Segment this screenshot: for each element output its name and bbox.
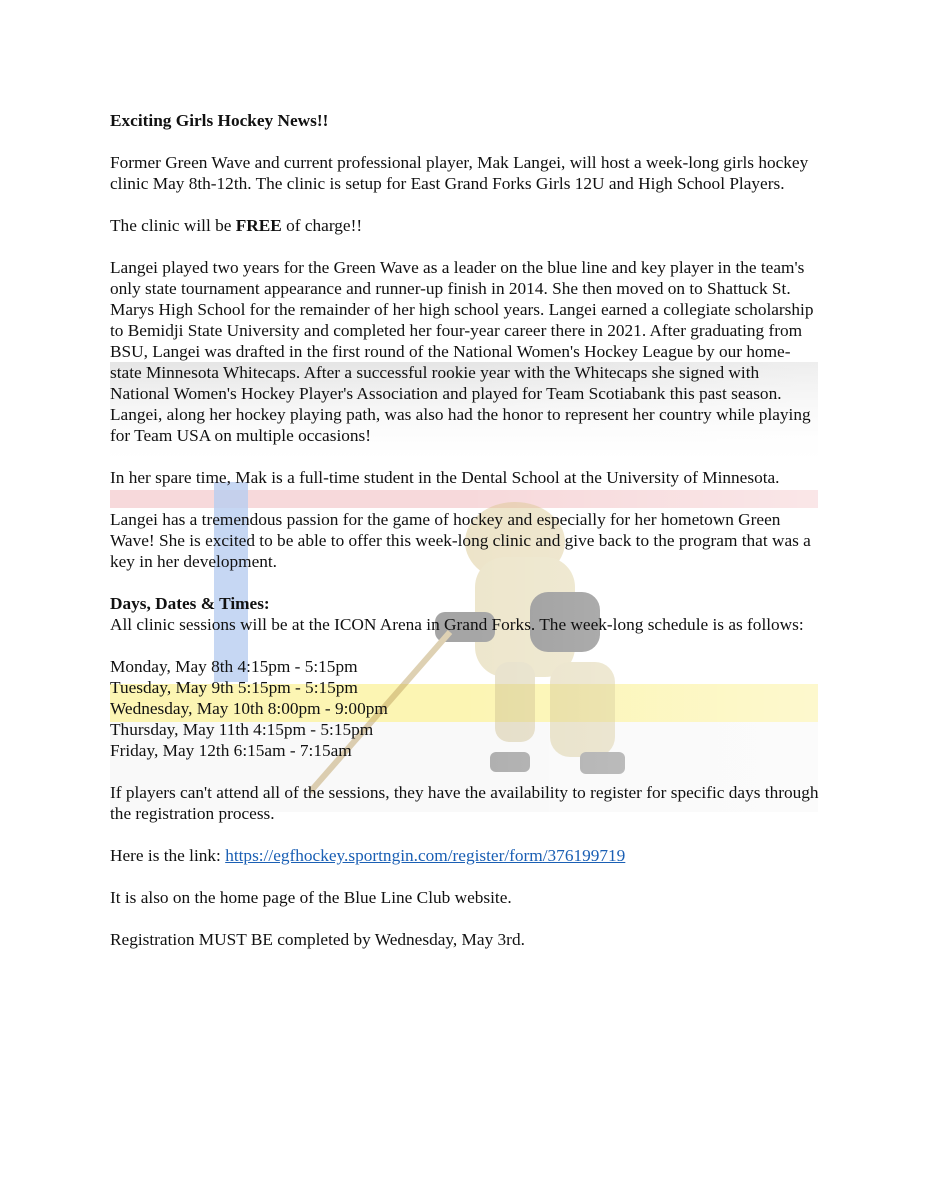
intro-paragraph: Former Green Wave and current professional player, Mak Langei, will host a week-long girls hockey clinic May 8th-12th. The clinic is setup for East Grand Forks Girls 12U and High School Players. [110,153,809,193]
schedule-item: Friday, May 12th 6:15am - 7:15am [110,741,352,760]
free-text-post: of charge!! [281,216,363,235]
link-paragraph [110,845,822,866]
spare-time-paragraph: In her spare time, Mak is a full-time student in the Dental School at the University of Minnesota. [110,468,780,487]
registration-link[interactable]: https://egfhockey.sportngin.com/register/form/376199719 [225,846,626,865]
schedule-item: Monday, May 8th 4:15pm - 5:15pm [110,657,358,676]
schedule-intro: All clinic sessions will be at the ICON Arena in Grand Forks. The week-long schedule is as follows: [110,615,804,634]
availability-paragraph: If players can't attend all of the sessions, they have the availability to register for specific days through the registration process. [110,783,819,823]
free-text-pre: The clinic will be [110,216,236,235]
schedule-list [110,656,822,761]
schedule-item: Tuesday, May 9th 5:15pm - 5:15pm [110,678,358,697]
homepage-paragraph: It is also on the home page of the Blue Line Club website. [110,888,512,907]
passion-paragraph: Langei has a tremendous passion for the game of hockey and especially for her hometown Green Wave! She is excited to be able to offer this week-long clinic and give back to the program that was a key in her development. [110,510,811,571]
document-body [110,110,822,971]
schedule-item: Wednesday, May 10th 8:00pm - 9:00pm [110,699,388,718]
free-text-bold: FREE [235,216,282,235]
schedule-item: Thursday, May 11th 4:15pm - 5:15pm [110,720,374,739]
deadline-paragraph: Registration MUST BE completed by Wednesday, May 3rd. [110,930,525,949]
bio-paragraph: Langei played two years for the Green Wave as a leader on the blue line and key player in the team's only state tournament appearance and runner-up finish in 2014. She then moved on to Shattuck St. Marys High School for the remainder of her high school years. Langei earned a collegiate scholarship to Bemidji State University and completed her four-year career there in 2021. After graduating from BSU, Langei was drafted in the first round of the National Women's Hockey League by our home-state Minnesota Whitecaps. After a successful rookie year with the Whitecaps she signed with National Women's Hockey Player's Association and played for Team Scotiabank this past season. Langei, along her hockey playing path, was also had the honor to represent her country while playing for Team USA on multiple occasions! [110,258,814,445]
link-label: Here is the link: [110,846,226,865]
schedule-heading: Days, Dates & Times: [110,594,270,613]
document-title: Exciting Girls Hockey News!! [110,111,329,130]
free-paragraph [110,215,822,236]
